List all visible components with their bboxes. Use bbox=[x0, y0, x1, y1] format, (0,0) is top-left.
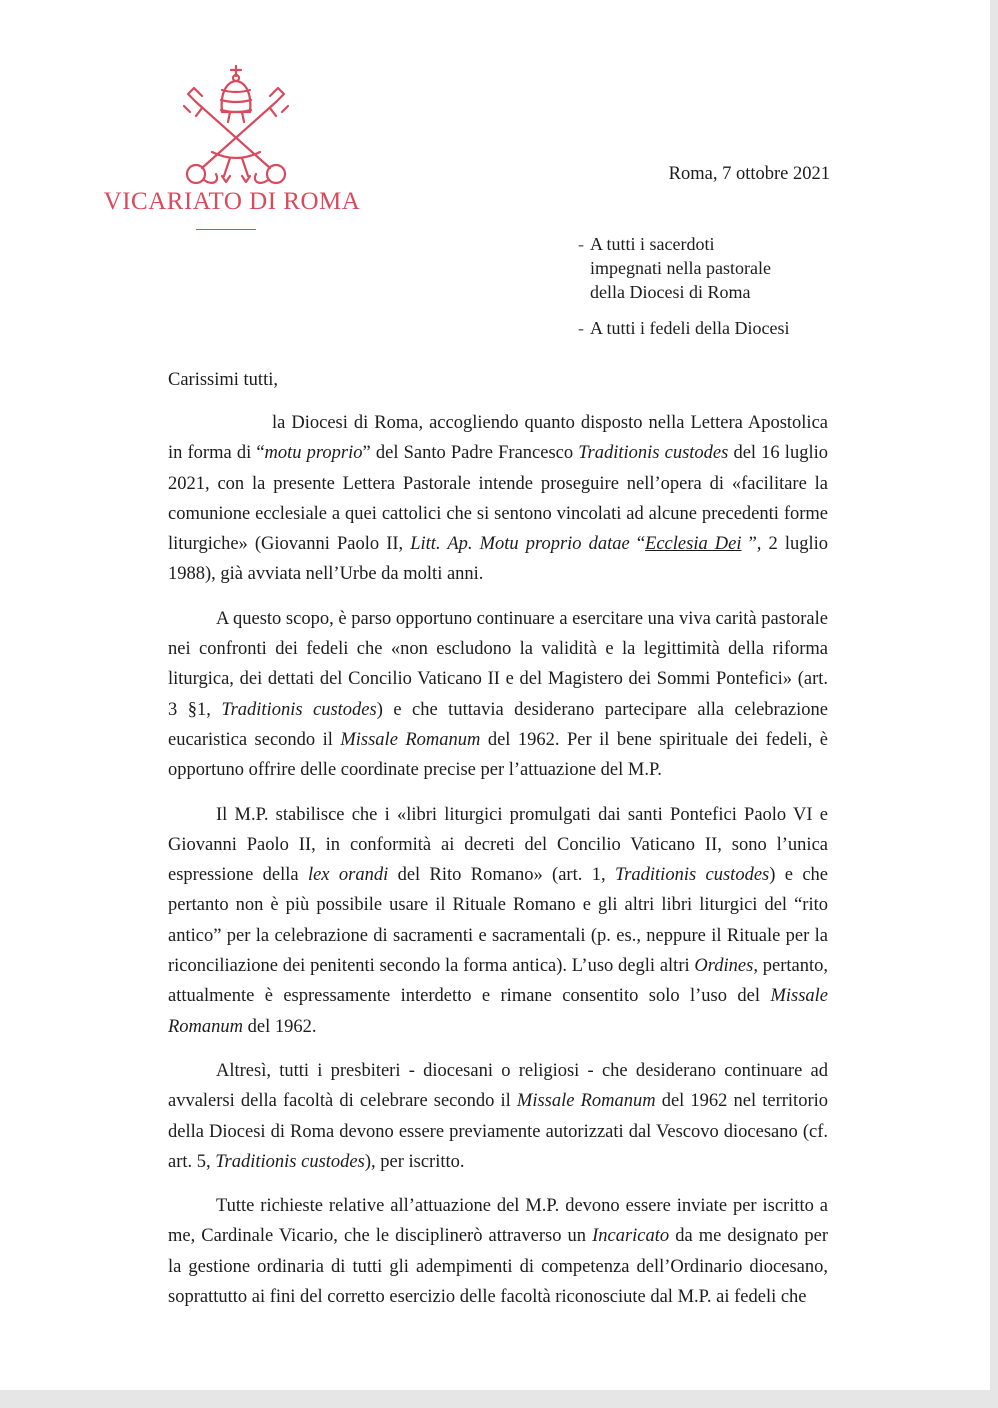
letterhead-divider bbox=[196, 229, 256, 230]
papal-keys-tiara-icon bbox=[172, 64, 300, 188]
recipients-block bbox=[578, 232, 789, 340]
dash-marker: - bbox=[578, 234, 584, 254]
paragraph-1: la Diocesi di Roma, accogliendo quanto disposto nella Lettera Apostolica in forma di “motu proprio” del Santo Padre Francesco Traditionis custodes del 16 luglio 2021, con la presente Lettera Pastorale intende proseguire nell’opera di «facilitare la comunione ecclesiale a quei cattolici che si sentono vincolati ad alcune precedenti forme liturgiche» (Giovanni Paolo II, Litt. Ap. Motu proprio datae “Ecclesia Dei ”, 2 luglio 1988), già avviata nell’Urbe da molti anni. bbox=[168, 413, 829, 585]
salutation: Carissimi tutti, bbox=[168, 370, 278, 390]
recipient-faithful: - A tutti i fedeli della Diocesi bbox=[578, 318, 790, 338]
recipient-priests: - A tutti i sacerdoti impegnati nella pastorale della Diocesi di Roma bbox=[578, 234, 771, 302]
paragraph-5: Tutte richieste relative all’attuazione del M.P. devono essere inviate per iscritto a me, Cardinale Vicario, che le disciplinerò attraverso un Incaricato da me designato per la gestione ordinaria di tutti gli adempimenti di competenza dell’Ordinario diocesano, soprattutto ai fini del corretto esercizio delle facoltà riconosciute dal M.P. ai fedeli che bbox=[168, 1196, 828, 1308]
organization-name: VICARIATO DI ROMA bbox=[103, 188, 361, 215]
letter-body bbox=[168, 408, 828, 1326]
paragraph-2: A questo scopo, è parso opportuno continuare a esercitare una viva carità pastorale nei confronti dei fedeli che «non escludono la validità e la legittimità della riforma liturgica, dei dettati del Concilio Vaticano II e del Magistero dei Sommi Pontefici» (art. 3 §1, Traditionis custodes) e che tuttavia desiderano partecipare alla celebrazione eucaristica secondo il Missale Romanum del 1962. Per il bene spirituale dei fedeli, è opportuno offrire delle coordinate precise per l’attuazione del M.P. bbox=[168, 608, 828, 781]
dash-marker: - bbox=[578, 318, 584, 338]
letter-date: Roma, 7 ottobre 2021 bbox=[668, 164, 830, 184]
paragraph-3: Il M.P. stabilisce che i «libri liturgici promulgati dai santi Pontefici Paolo VI e Giovanni Paolo II, in conformità ai decreti del Concilio Vaticano II, sono l’unica espressione della lex orandi del Rito Romano» (art. 1, Traditionis custodes) e che pertanto non è più possibile usare il Rituale Romano e gli altri libri liturgici del “rito antico” per la celebrazione di sacramenti e sacramentali (p. es., neppure il Rituale per la riconciliazione dei penitenti secondo la forma antica). L’uso degli altri Ordines, pertanto, attualmente è espressamente interdetto e rimane consentito solo l’uso del Missale Romanum del 1962. bbox=[168, 804, 828, 1037]
paragraph-4: Altresì, tutti i presbiteri - diocesani o religiosi - che desiderano continuare ad avvalersi della facoltà di celebrare secondo il Missale Romanum del 1962 nel territorio della Diocesi di Roma devono essere previamente autorizzati dal Vescovo diocesano (cf. art. 5, Traditionis custodes), per iscritto. bbox=[168, 1060, 828, 1172]
